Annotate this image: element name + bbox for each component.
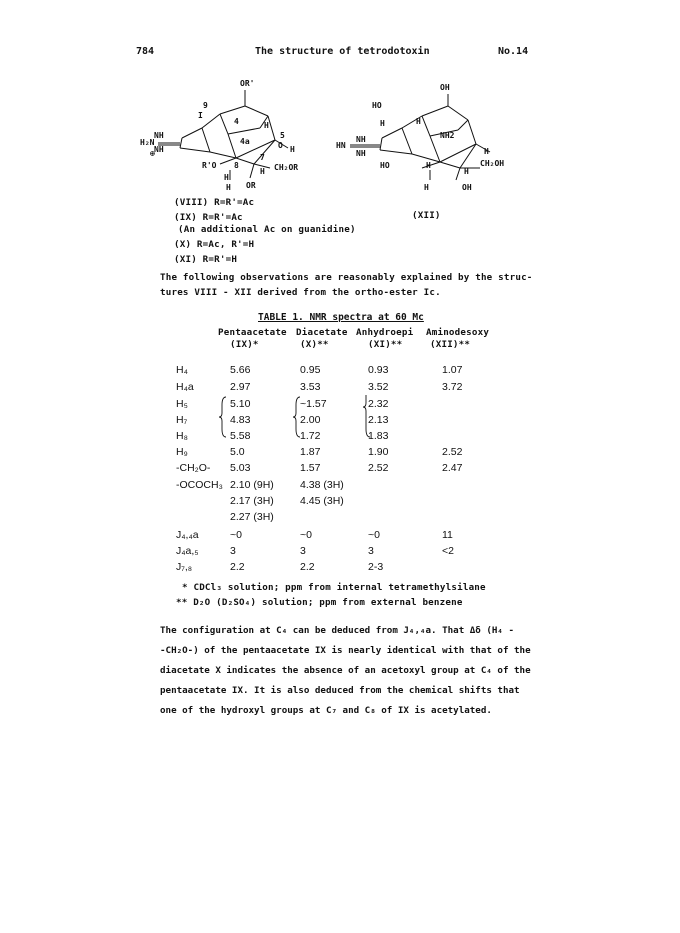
table-cell: 5.58 (230, 430, 251, 442)
table-cell: 1.87 (300, 446, 321, 458)
label-ch2oh: CH₂OH (480, 159, 505, 168)
col-header-4: Aminodesoxy (426, 327, 490, 338)
table-row-label: H₈ (176, 430, 188, 442)
col-compound-2: (X)** (300, 339, 329, 350)
label-h5: H (260, 167, 265, 176)
table-row-label: H₄ (176, 364, 188, 376)
label-4a: 4a (240, 137, 250, 146)
label-4: 4 (234, 117, 239, 126)
body-paragraph (160, 621, 531, 721)
table-cell: ~0 (368, 529, 380, 541)
paragraph-line: pentaacetate IX. It is also deduced from the chemical shifts that (160, 685, 520, 696)
table-cell: 2.00 (300, 414, 321, 426)
label-o: O (278, 141, 283, 150)
table-cell: 3 (300, 545, 306, 557)
label-nh-r-b: NH (356, 149, 366, 158)
table-row-label: H₇ (176, 414, 188, 426)
paragraph-line: The configuration at C₄ can be deduced from J₄,₄a. That Δδ (H₄ - (160, 625, 515, 636)
compound-x: (X) R=Ac, R'=H (174, 239, 255, 250)
label-7: 7 (260, 153, 265, 162)
compound-xi: (XI) R=R'=H (174, 254, 238, 265)
label-ho2: HO (380, 161, 390, 170)
table-cell: ~0 (300, 529, 312, 541)
table-cell: 0.95 (300, 364, 321, 376)
table-row-label: -CH₂O- (176, 462, 211, 474)
table-cell: 1.72 (300, 430, 321, 442)
running-title: The structure of tetrodotoxin (255, 46, 430, 57)
table-cell: 1.07 (442, 364, 463, 376)
label-5: 5 (280, 131, 285, 140)
table-cell: 4.38 (3H) (300, 479, 344, 491)
col-header-2: Diacetate (296, 327, 348, 338)
label-nh-b: NH (154, 145, 164, 154)
label-h-r4: H (426, 161, 431, 170)
table-cell: <2 (442, 545, 454, 557)
brace-group (218, 395, 448, 439)
page-number: 784 (136, 46, 155, 57)
table-cell: 2.47 (442, 462, 463, 474)
col-compound-1: (IX)* (230, 339, 259, 350)
label-h-r1: H (380, 119, 385, 128)
label-hn: HN (336, 141, 346, 150)
table-cell: 2.2 (300, 561, 315, 573)
table-cell: 4.45 (3H) (300, 495, 344, 507)
label-h1: H (290, 145, 295, 154)
table-cell: 11 (442, 529, 453, 541)
label-h-r6: H (464, 167, 469, 176)
table-cell: 2.52 (368, 462, 389, 474)
table-cell: 5.0 (230, 446, 245, 458)
col-compound-3: (XI)** (368, 339, 403, 350)
structure-diagram (140, 72, 560, 194)
label-nh-r-a: NH (356, 135, 366, 144)
table-cell: 2.32 (368, 398, 389, 410)
table-row-label: J₄a,₅ (176, 545, 199, 557)
label-nh2: NH2 (440, 131, 455, 140)
label-h2n: H₂N (140, 138, 155, 147)
label-oh-bot: OH (462, 183, 472, 192)
footnote-2: ** D₂O (D₂SO₄) solution; ppm from external benzene (176, 597, 463, 608)
table-cell: 4.83 (230, 414, 251, 426)
table-cell: 5.10 (230, 398, 251, 410)
table-cell: 2.97 (230, 381, 251, 393)
intro-line-2: tures VIII - XII derived from the ortho-ester Ic. (160, 287, 441, 298)
issue-number: No.14 (498, 46, 529, 57)
label-or-prime: OR' (240, 79, 255, 88)
table-row-label: J₇,₈ (176, 561, 193, 573)
table-cell: 3 (368, 545, 374, 557)
intro-line-1: The following observations are reasonably explained by the struc- (160, 272, 533, 283)
col-header-1: Pentaacetate (218, 327, 287, 338)
table-cell: 3.53 (300, 381, 321, 393)
table-cell: 2-3 (368, 561, 384, 573)
table-cell: 3 (230, 545, 236, 557)
col-header-3: Anhydroepi (356, 327, 414, 338)
label-h2: H (264, 121, 269, 130)
label-h-r2: H (416, 117, 421, 126)
label-h4: H (226, 183, 231, 192)
table-cell: 0.93 (368, 364, 389, 376)
table-cell: ~1.57 (300, 398, 327, 410)
table-row-label: H₄a (176, 381, 194, 393)
table-row-label: -OCOCH₃ (176, 479, 223, 491)
label-i: I (198, 111, 203, 120)
table-row-label: J₄,₄a (176, 529, 199, 541)
label-h3: H (224, 173, 229, 182)
table-cell: 1.57 (300, 462, 321, 474)
label-oh-top: OH (440, 83, 450, 92)
table-row-label: H₅ (176, 398, 188, 410)
paragraph-line: diacetate X indicates the absence of an acetoxyl group at C₄ of the (160, 665, 531, 676)
compound-ix: (IX) R=R'=Ac (174, 212, 243, 223)
label-plus: ⊕ (150, 149, 155, 158)
label-ro: R'O (202, 161, 217, 170)
compound-xii: (XII) (412, 210, 441, 221)
col-compound-4: (XII)** (430, 339, 471, 350)
label-h-r3: H (484, 147, 489, 156)
label-or: OR (246, 181, 256, 190)
table-cell: 5.03 (230, 462, 251, 474)
table-cell: 2.13 (368, 414, 389, 426)
label-h-r5: H (424, 183, 429, 192)
paragraph-line: -CH₂O-) of the pentaacetate IX is nearly identical with that of the (160, 645, 531, 656)
table-cell: 2.17 (3H) (230, 495, 274, 507)
table-cell: 3.52 (368, 381, 389, 393)
compound-viii: (VIII) R=R'=Ac (174, 197, 255, 208)
paragraph-line: one of the hydroxyl groups at C₇ and C₈ of IX is acetylated. (160, 705, 492, 716)
table-cell: 2.2 (230, 561, 245, 573)
table-cell: 2.10 (9H) (230, 479, 274, 491)
label-ch2or: CH₂OR (274, 163, 299, 172)
table-cell: 1.83 (368, 430, 389, 442)
table-row-label: H₉ (176, 446, 188, 458)
label-9: 9 (203, 101, 208, 110)
table-cell: 2.52 (442, 446, 463, 458)
label-nh-a: NH (154, 131, 164, 140)
table-cell: 1.90 (368, 446, 389, 458)
table-cell: ~0 (230, 529, 242, 541)
table-cell: 3.72 (442, 381, 463, 393)
compound-ix-note: (An additional Ac on guanidine) (178, 224, 356, 235)
table-caption: TABLE 1. NMR spectra at 60 Mc (258, 312, 424, 323)
table-cell: 2.27 (3H) (230, 511, 274, 523)
label-ho1: HO (372, 101, 382, 110)
table-cell: 5.66 (230, 364, 251, 376)
label-8: 8 (234, 161, 239, 170)
footnote-1: * CDCl₃ solution; ppm from internal tetramethylsilane (182, 582, 486, 593)
